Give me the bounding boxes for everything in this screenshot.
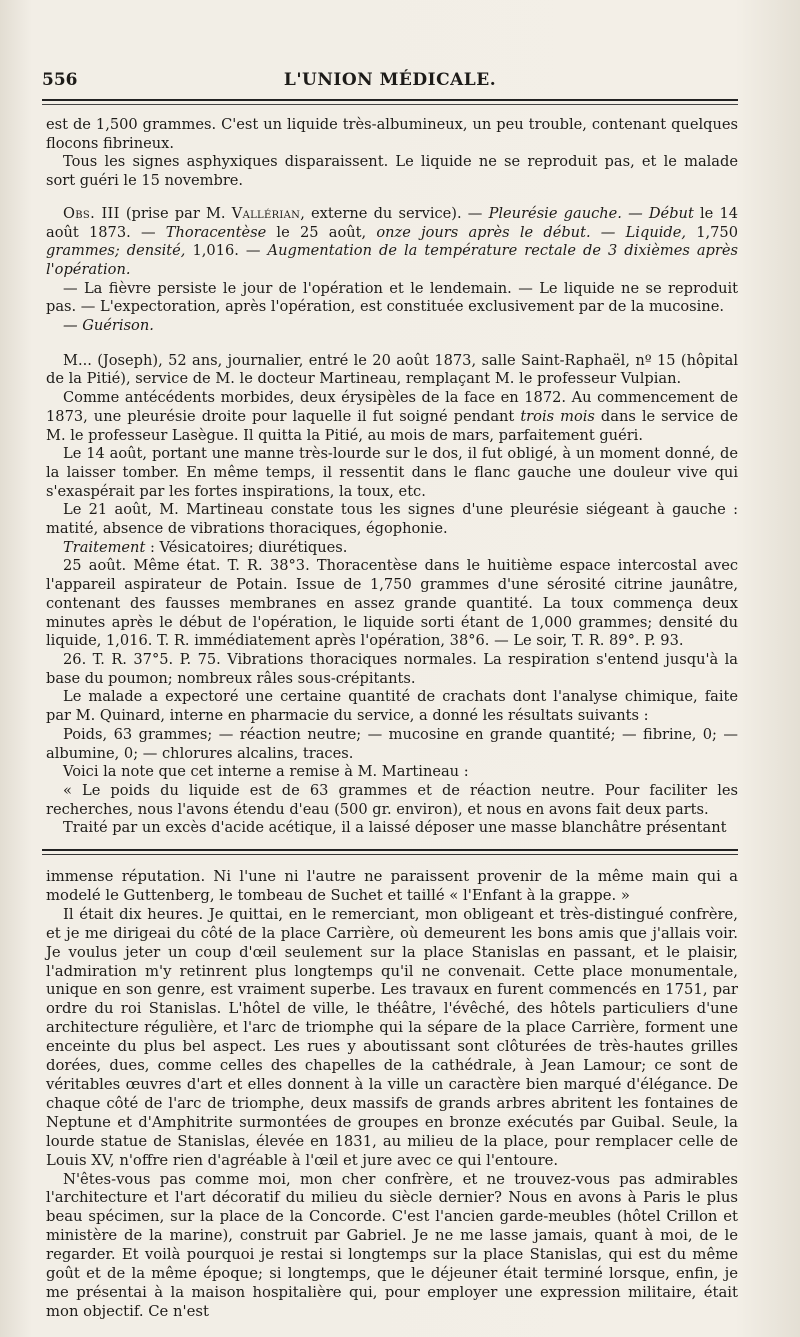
paragraph: 25 août. Même état. T. R. 38°3. Thoracentèse dans le huitième espace intercostal avec l'appareil aspirateur de Potain. Issue de 1,750 grammes d'une sérosité citrine jaunâtre, contenant des fausses membranes en assez grande quantité. La toux commença deux minutes après le début de l'opération, le liquide sorti étant de 1,000 grammes; densité du liquide, 1,016. T. R. immédiatement après l'opération, 38°6. — Le soir, T. R. 89°. P. 93. (46, 557, 738, 650)
author-name: Vallérian (231, 204, 301, 222)
paragraph: Le 14 août, portant une manne très-lourde sur le dos, il fut obligé, à un moment donné, de la laisser tomber. En même temps, il ressentit dans le flanc gauche une douleur vive qui s'exaspérait par les fortes inspirations, la toux, etc. (46, 445, 738, 500)
header-rule (42, 99, 738, 101)
italic-run: Traitement (63, 538, 146, 556)
running-head (42, 70, 738, 90)
feuilleton-rule (42, 849, 738, 851)
italic-run: Pleurésie gauche. — Début (488, 204, 694, 222)
italic-run: onze jours après le début. — Liquide, (376, 223, 686, 241)
paragraph: Il était dix heures. Je quittai, en le remerciant, mon obligeant et très-distingué confrère, et je me dirigeai du côté de la place Carrière, où demeurent les bons amis que j'allais voir. Je voulus jeter un coup d'œil seulement sur la place Stanislas en passant, et le plaisir, l'admiration m'y retinrent plus longtemps qu'il ne convenait. Cette place monumentale, unique en son genre, est vraiment superbe. Les travaux en furent commencés en 1751, par ordre du roi Stanislas. L'hôtel de ville, le théâtre, l'évêché, des hôtels particuliers d'une architecture régulière, et l'arc de triomphe qui la sépare de la place Carrière, forment une enceinte du plus bel aspect. Les rues y aboutissant sont clôturées de très-hautes grilles dorées, dues, comme celles des chapelles de la cathédrale, à Jean Lamour; ce sont de véritables œuvres d'art et elles donnent à la ville un caractère bien marqué d'élégance. De chaque côté de l'arc de triomphe, deux massifs de grands arbres abritent les fontaines de Neptune et d'Amphitrite surmontées de groupes en bronze exécutés par Guibal. Seule, la lourde statue de Stanislas, élevée en 1831, au milieu de la place, pour remplacer celle de Louis XV, n'offre rien d'agréable à l'œil et jure avec ce qui l'entoure. (46, 905, 738, 1169)
italic-run: trois mois (520, 407, 595, 425)
paragraph: immense réputation. Ni l'une ni l'autre ne paraissent provenir de la même main qui a modelé le Guttenberg, le tombeau de Suchet et taillé « l'Enfant à la grappe. » (46, 868, 738, 904)
paragraph: 26. T. R. 37°5. P. 75. Vibrations thoraciques normales. La respiration s'entend jusqu'à la base du poumon; nombreux râles sous-crépitants. (46, 650, 738, 687)
text-run: 1,016. — (185, 242, 268, 260)
italic-run: Thoracentèse (165, 223, 267, 241)
paragraph: est de 1,500 grammes. C'est un liquide très-albumineux, un peu trouble, contenant quelques flocons fibrineux. (46, 116, 738, 152)
header-rule-thin (42, 104, 738, 105)
feuilleton-rule-thin (42, 854, 738, 855)
paragraph: Tous les signes asphyxiques disparaissent. Le liquide ne se reproduit pas, et le malade sort guéri le 15 novembre. (46, 153, 738, 190)
paragraph (46, 389, 738, 445)
text-run: 1,750 (686, 223, 738, 241)
text-run: le 25 août, (266, 223, 377, 241)
paragraph: Le 21 août, M. Martineau constate tous les signes d'une pleurésie siégeant à gauche : matité, absence de vibrations thoraciques, égophonie. (46, 501, 738, 538)
clinical-case-section (46, 116, 738, 838)
text-run: le 14 août 1873. — (46, 204, 739, 241)
paragraph: Traité par un excès d'acide acétique, il a laissé déposer une masse blanchâtre présentant (63, 819, 727, 837)
paragraph: Poids, 63 grammes; — réaction neutre; — mucosine en grande quantité; — fibrine, 0; — albumine, 0; — chlorures alcalins, traces. (46, 725, 738, 762)
observation-summary-cont: — La fièvre persiste le jour de l'opération et le lendemain. — Le liquide ne se reproduit pas. — L'expectoration, après l'opération, est constituée exclusivement par de la mucosine. (46, 279, 738, 316)
observation-summary (46, 205, 738, 280)
text-run: , externe du service). — (300, 204, 489, 222)
text-run: (prise par M. (119, 204, 232, 222)
observation-label: Obs. III (63, 204, 120, 222)
paragraph: Voici la note que cet interne a remise à M. Martineau : (63, 763, 469, 781)
journal-title: L'UNION MÉDICALE. (283, 70, 497, 90)
paragraph: M... (Joseph), 52 ans, journalier, entré le 20 août 1873, salle Saint-Raphaël, nº 15 (hôpital de la Pitié), service de M. le docteur Martineau, remplaçant M. le professeur Vulpian. (46, 351, 738, 388)
page-number: 556 (42, 70, 78, 90)
italic-run: grammes; densité, (46, 242, 186, 260)
paragraph: Le malade a expectoré une certaine quantité de crachats dont l'analyse chimique, faite par M. Quinard, interne en pharmacie du service, a donné les résultats suivants : (46, 688, 738, 725)
paragraph: N'êtes-vous pas comme moi, mon cher confrère, et ne trouvez-vous pas admirables l'architecture et l'art décoratif du milieu du siècle dernier? Nous en avons à Paris le plus beau spécimen, sur la place de la Concorde. C'est l'ancien garde-meubles (hôtel Crillon et ministère de la marine), construit par Gabriel. Je ne me lasse jamais, quant à moi, de le regarder. Et voilà pourquoi je restai si longtemps sur la place Stanislas, qui est du même goût et de la même époque; si longtemps, que le déjeuner était terminé lorsque, enfin, je me présentai à la maison hospitalière qui, pour employer une expression militaire, était mon objectif. Ce n'est (46, 1170, 738, 1320)
paragraph (46, 539, 738, 558)
paragraph: « Le poids du liquide est de 63 grammes et de réaction neutre. Pour faciliter les recherches, nous l'avons étendu d'eau (500 gr. environ), et nous en avons fait deux parts. (46, 781, 738, 818)
italic-run: — Guérison. (63, 317, 154, 335)
text-run: dans le service de M. le professeur Lasègue. Il quitta la Pitié, au mois de mars, parfaitement guéri. (46, 407, 738, 444)
observation-outcome (46, 317, 738, 336)
feuilleton-section (46, 868, 738, 1322)
italic-run: Augmentation de la température rectale de 3 dixièmes après l'opération. (46, 242, 738, 278)
text-run: : Vésicatoires; diurétiques. (145, 538, 348, 556)
text-run: Comme antécédents morbides, deux érysipèles de la face en 1872. Au commencement de 1873, une pleurésie droite pour laquelle il fut soigné pendant (46, 389, 738, 425)
